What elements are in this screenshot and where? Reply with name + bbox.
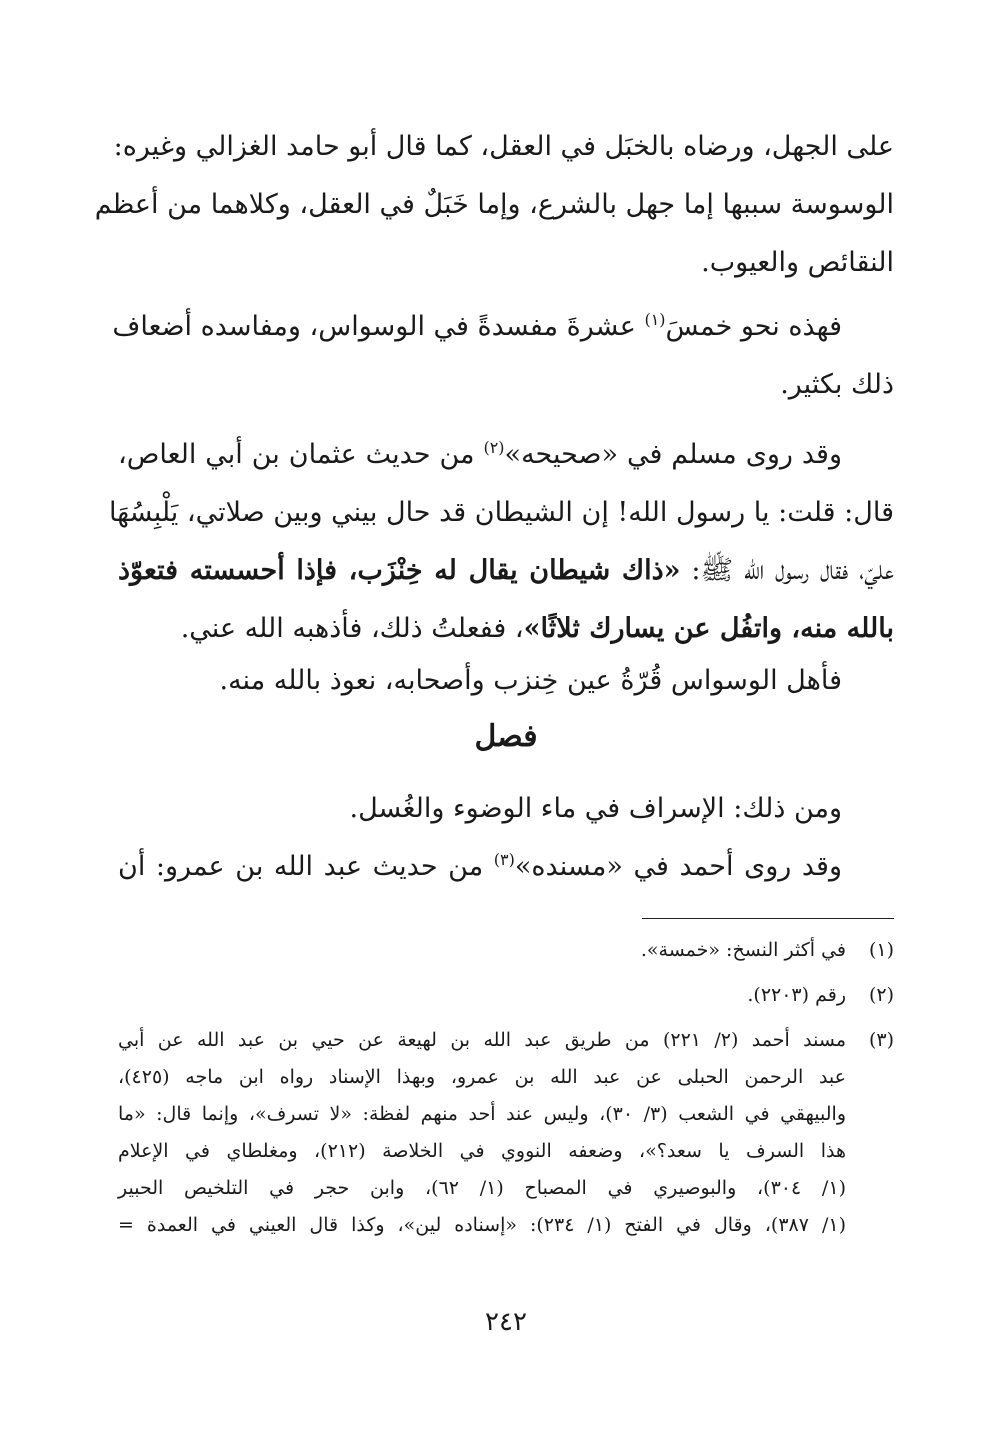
footnote-line: والبيهقي في الشعب (٣/ ٣٠)، وليس عند أحد منهم لفظة: «لا تسرف»، وإنما قال: «ما bbox=[118, 1103, 846, 1125]
text-line: على الجهل، ورضاه بالخبَل في العقل، كما قال أبو حامد الغزالي وغيره: bbox=[113, 131, 894, 162]
paragraph-5 bbox=[118, 780, 894, 896]
text-fragment: فهذه نحو خمسَ bbox=[665, 311, 842, 342]
footnote-line bbox=[118, 1022, 894, 1059]
section-heading: فصل bbox=[474, 719, 538, 754]
text-fragment: وقد روى أحمد في «مسنده» bbox=[514, 851, 842, 882]
footnote-3 bbox=[118, 1022, 894, 1244]
text-fragment: من حديث عبد الله بن عمرو: أن bbox=[118, 851, 494, 882]
text-fragment: عشرةَ مفسدةً في الوسواس، ومفاسده أضعاف bbox=[112, 311, 645, 342]
hadith-quote: بالله منه، واتفُل عن يسارك ثلاثًا» bbox=[523, 613, 894, 644]
footnote-ref-1[interactable]: (١) bbox=[644, 310, 666, 329]
book-page bbox=[94, 0, 895, 1454]
footnote-text: في أكثر النسخ: «خمسة». bbox=[640, 939, 846, 961]
footnote-ref-3[interactable]: (٣) bbox=[493, 850, 515, 869]
footnote-separator bbox=[642, 918, 894, 919]
paragraph-2 bbox=[112, 298, 894, 414]
footnote-line: هذا السرف يا سعد؟»، وضعفه النووي في الخلاصة (٢١٢)، ومغلطاي في الإعلام bbox=[118, 1140, 846, 1162]
footnote-number: (١) bbox=[868, 939, 894, 961]
footnote-text: مسند أحمد (٢/ ٢٢١) من طريق عبد الله بن لهيعة عن حيي بن عبد الله عن أبي bbox=[118, 1029, 847, 1051]
paragraph-1 bbox=[94, 118, 894, 292]
footnote-ref-2[interactable]: (٢) bbox=[483, 438, 505, 457]
text-fragment: عليّ، فقال رسول الله ﷺ: bbox=[680, 555, 894, 586]
text-line: ذلك بكثير. bbox=[780, 369, 894, 400]
text-line bbox=[118, 838, 894, 896]
footnote-line: (١/ ٣٨٧)، وقال في الفتح (١/ ٢٣٤): «إسناده لين»، وكذا قال العيني في العمدة = bbox=[118, 1214, 846, 1236]
hadith-quote: «ذاك شيطان يقال له خِنْزَب، فإذا أحسسته فتعوّذ bbox=[118, 555, 681, 586]
paragraph-4 bbox=[118, 652, 894, 710]
text-line: قال: قلت: يا رسول الله! إن الشيطان قد حال بيني وبين صلاتي، يَلْبِسُهَا bbox=[108, 497, 894, 528]
text-fragment: من حديث عثمان بن أبي العاص، bbox=[118, 439, 484, 470]
footnote-1 bbox=[118, 932, 894, 969]
footnote-number: (٣) bbox=[868, 1029, 895, 1051]
text-line bbox=[118, 600, 894, 658]
footnote-line: (١/ ٣٠٤)، والبوصيري في المصباح (١/ ٦٢)، وابن حجر في التلخيص الحبير bbox=[118, 1177, 846, 1199]
footnote-line bbox=[118, 977, 894, 1014]
text-line bbox=[118, 542, 894, 600]
text-line: الوسوسة سببها إما جهل بالشرع، وإما خَبَلٌ في العقل، وكلاهما من أعظم bbox=[94, 189, 894, 220]
footnote-text: رقم (٢٢٠٣). bbox=[747, 984, 846, 1006]
text-line bbox=[112, 298, 894, 356]
text-line bbox=[118, 426, 894, 484]
paragraph-3 bbox=[108, 426, 894, 658]
text-line: ومن ذلك: الإسراف في ماء الوضوء والغُسل. bbox=[349, 793, 842, 824]
text-line: النقائص والعيوب. bbox=[701, 247, 894, 278]
text-fragment: ، ففعلتُ ذلك، فأذهبه الله عني. bbox=[180, 613, 524, 644]
text-fragment: وقد روى مسلم في «صحيحه» bbox=[504, 439, 842, 470]
footnote-number: (٢) bbox=[868, 984, 894, 1006]
footnote-line bbox=[118, 932, 894, 969]
footnote-2 bbox=[118, 977, 894, 1014]
footnote-line: عبد الرحمن الحبلى عن عبد الله بن عمرو، وبهذا الإسناد رواه ابن ماجه (٤٢٥)، bbox=[118, 1066, 846, 1088]
text-line: فأهل الوسواس قُرّةُ عين خِنزب وأصحابه، نعوذ بالله منه. bbox=[219, 665, 842, 696]
page-number: ٢٤٢ bbox=[485, 1307, 527, 1337]
